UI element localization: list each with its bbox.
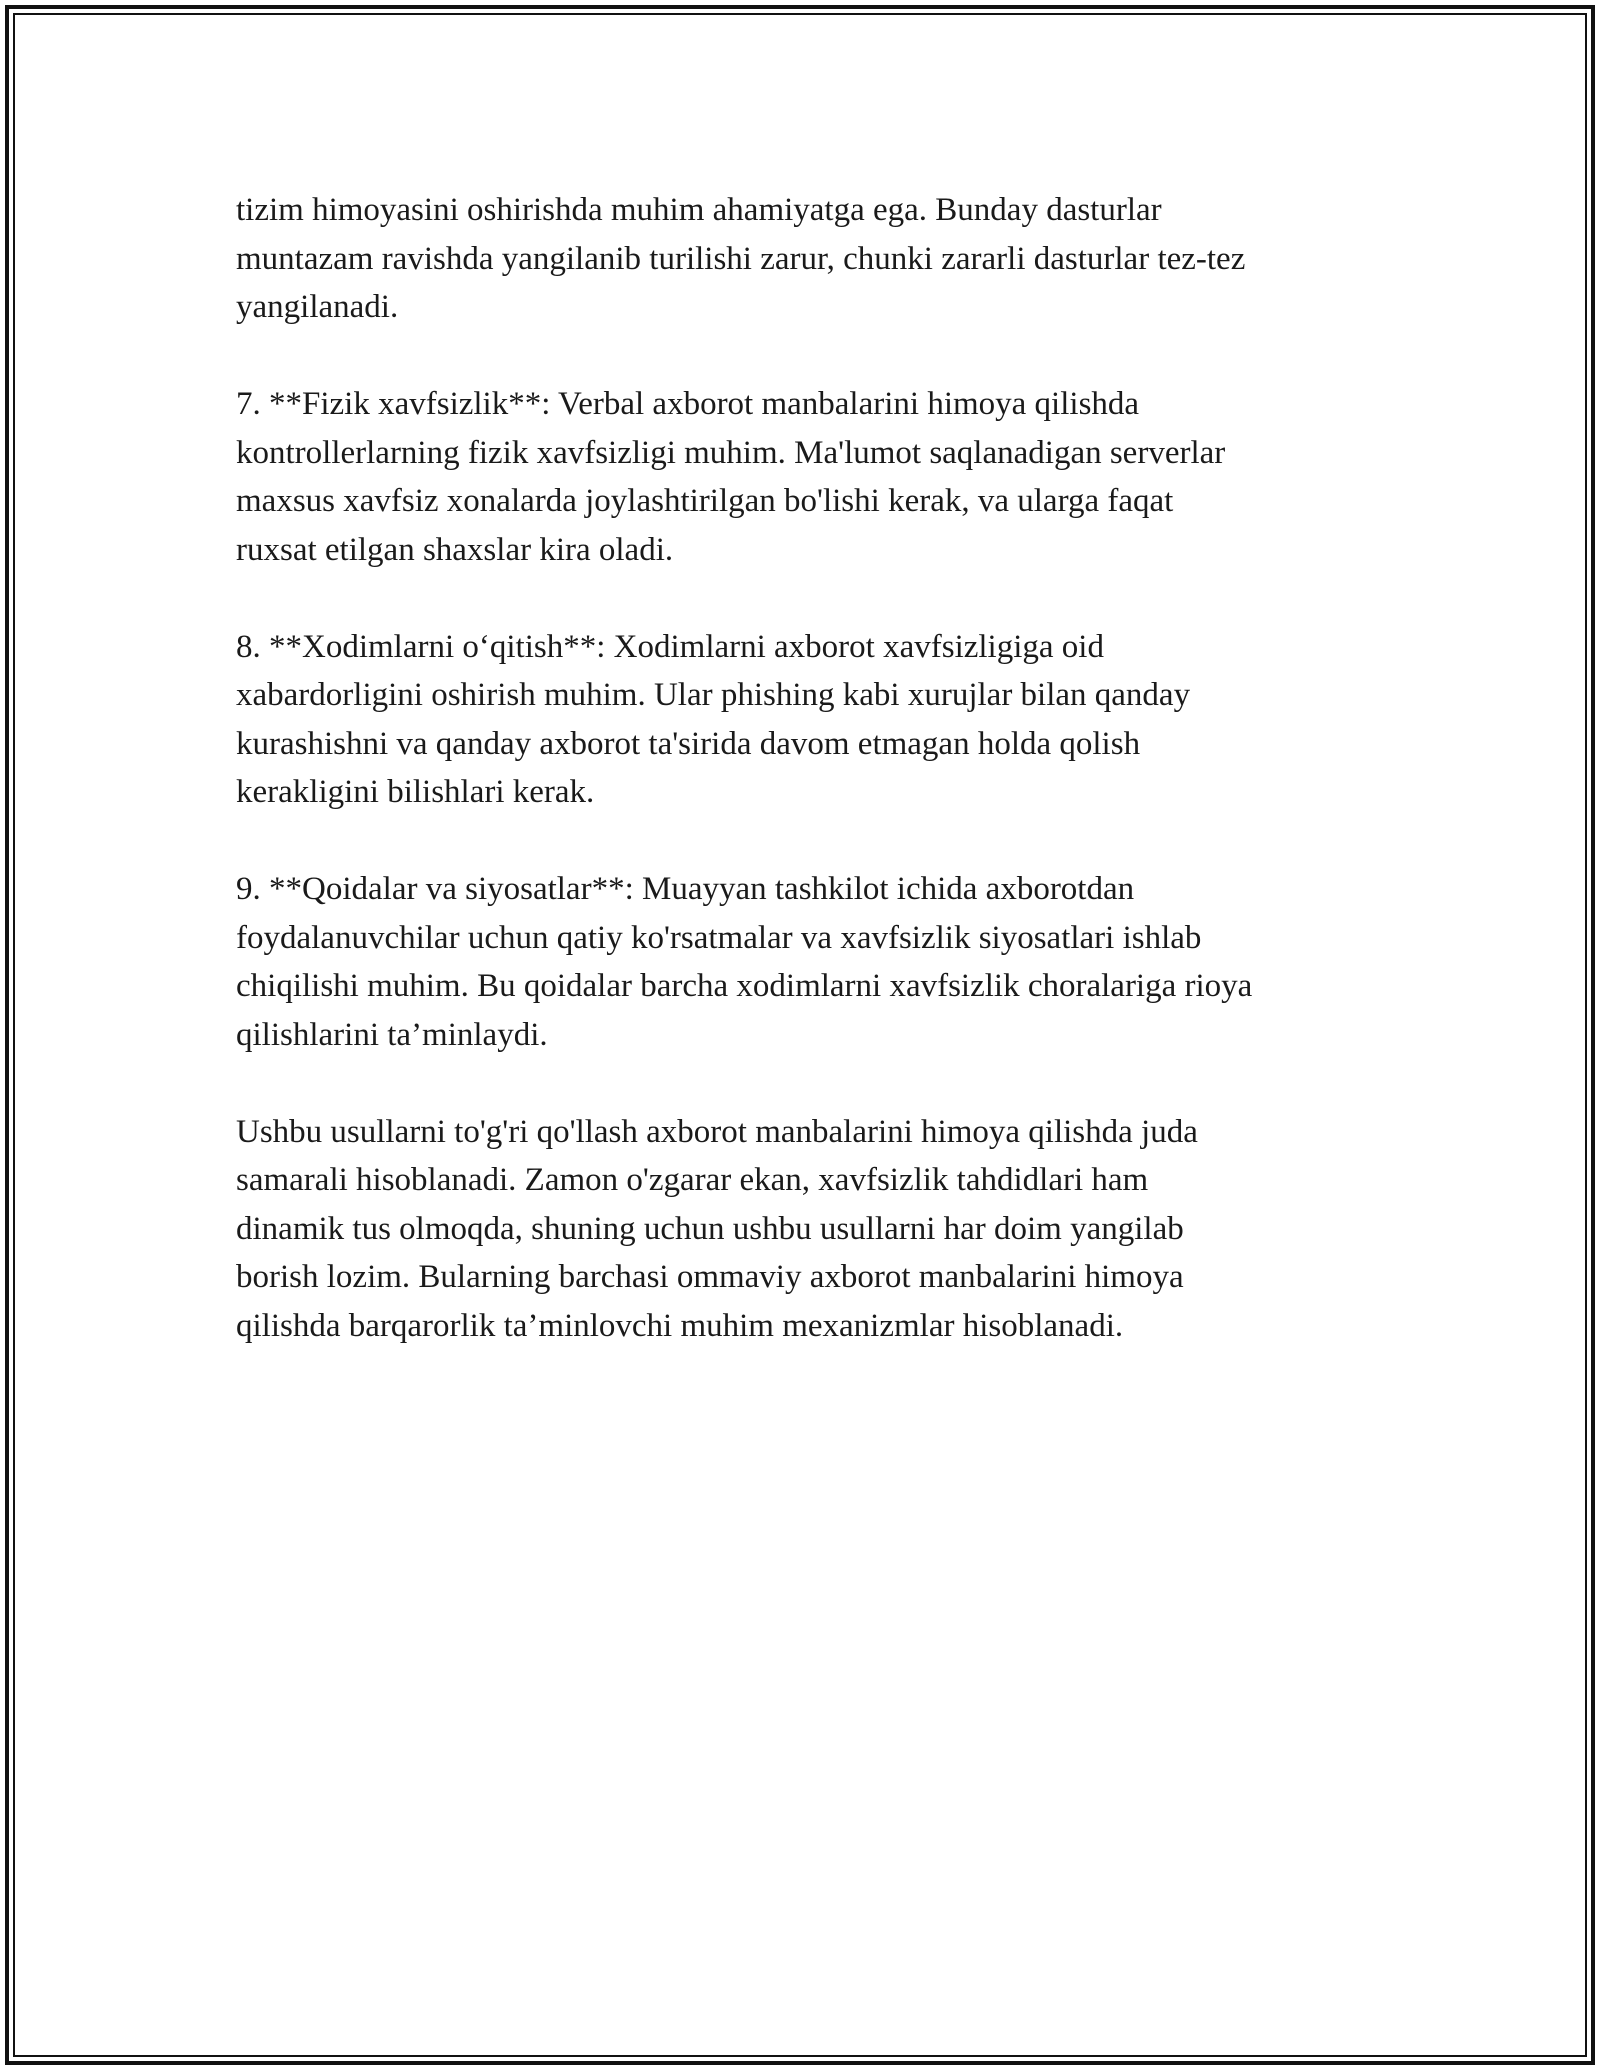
- paragraph-conclusion: Ushbu usullarni to'g'ri qo'llash axborot manbalarini himoya qilishda juda samarali hisoblanadi. Zamon o'zgarar ekan, xavfsizlik tahdidlari ham dinamik tus olmoqda, shuning uchun ushbu usullarni har doim yangilab borish lozim. Bularning barchasi ommaviy axborot manbalarini himoya qilishda barqarorlik ta’minlovchi muhim mexanizmlar hisoblanadi.: [236, 1113, 1198, 1344]
- paragraph-continuation: tizim himoyasini oshirishda muhim ahamiyatga ega. Bunday dasturlar muntazam ravishda yangilanib turilishi zarur, chunki zararli dasturlar tez-tez yangilanadi.: [236, 192, 1246, 325]
- document-body: [236, 186, 1366, 1399]
- paragraph-item-8: 8. **Xodimlarni o‘qitish**: Xodimlarni axborot xavfsizligiga oid xabardorligini oshirish muhim. Ular phishing kabi xurujlar bilan qanday kurashishni va qanday axborot ta'sirida davom etmagan holda qolish kerakligini bilishlari kerak.: [236, 628, 1191, 810]
- paragraph-item-7: 7. **Fizik xavfsizlik**: Verbal axborot manbalarini himoya qilishda kontrollerlarning fizik xavfsizligi muhim. Ma'lumot saqlanadigan serverlar maxsus xavfsiz xonalarda joylashtirilgan bo'lishi kerak, va ularga faqat ruxsat etilgan shaxslar kira oladi.: [236, 386, 1226, 568]
- paragraph-item-9: 9. **Qoidalar va siyosatlar**: Muayyan tashkilot ichida axborotdan foydalanuvchilar uchun qatiy ko'rsatmalar va xavfsizlik siyosatlari ishlab chiqilishi muhim. Bu qoidalar barcha xodimlarni xavfsizlik choralariga rioya qilishlarini ta’minlaydi.: [236, 871, 1253, 1053]
